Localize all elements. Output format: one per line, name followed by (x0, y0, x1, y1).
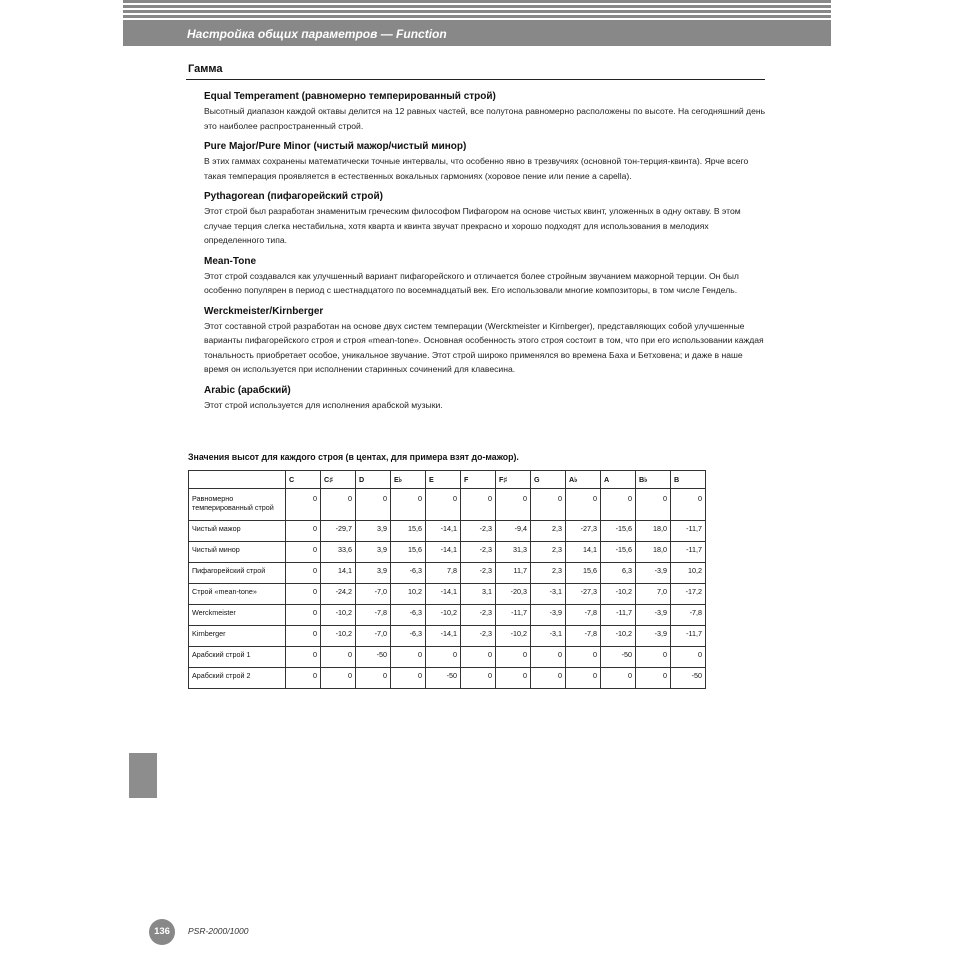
note-header-cell: B♭ (636, 471, 671, 489)
cents-value-cell: -3,9 (636, 605, 671, 626)
cents-value-cell: 0 (496, 668, 531, 689)
cents-value-cell: -10,2 (601, 584, 636, 605)
cents-value-cell: -14,1 (426, 542, 461, 563)
cents-value-cell: 0 (601, 489, 636, 521)
temperament-label-cell: Строй «mean-tone» (189, 584, 286, 605)
cents-value-cell: 0 (286, 584, 321, 605)
cents-value-cell: -7,8 (356, 605, 391, 626)
temperament-list (204, 90, 769, 419)
cents-value-cell: 2,3 (531, 521, 566, 542)
thumb-index-tab (129, 753, 157, 798)
note-header-cell: F (461, 471, 496, 489)
cents-value-cell: 0 (426, 489, 461, 521)
note-header-cell: B (671, 471, 706, 489)
cents-value-cell: -7,0 (356, 584, 391, 605)
cents-value-cell: 14,1 (321, 563, 356, 584)
temperament-label-cell: Пифагорейский строй (189, 563, 286, 584)
entry-text: Этот строй используется для исполнения арабской музыки. (204, 399, 443, 410)
cents-value-cell: -3,1 (531, 584, 566, 605)
table-corner-cell (189, 471, 286, 489)
cents-value-cell: 6,3 (601, 563, 636, 584)
cents-value-cell: -6,3 (391, 626, 426, 647)
cents-value-cell: -14,1 (426, 584, 461, 605)
temperament-label-cell: Арабский строй 2 (189, 668, 286, 689)
section-divider (186, 79, 765, 80)
cents-value-cell: 0 (531, 668, 566, 689)
cents-value-cell: 0 (391, 668, 426, 689)
table-row (189, 668, 706, 689)
cents-value-cell: -10,2 (321, 626, 356, 647)
note-header-cell: G (531, 471, 566, 489)
table-row (189, 521, 706, 542)
cents-value-cell: -6,3 (391, 605, 426, 626)
cents-value-cell: 0 (286, 668, 321, 689)
cents-value-cell: 0 (286, 626, 321, 647)
table-row (189, 584, 706, 605)
cents-value-cell: 0 (286, 542, 321, 563)
cents-value-cell: 11,7 (496, 563, 531, 584)
cents-value-cell: -2,3 (461, 563, 496, 584)
note-header-cell: D (356, 471, 391, 489)
entry-text: Этот строй был разработан знаменитым греческим философом Пифагором на основе чистых квинт, уложенных в одну октаву. В этом случае терция слегка нестабильна, хотя кварта и квинта звучат прекрасно и хорошо подходят для использования в мелодиях определенного типа. (204, 206, 741, 245)
cents-value-cell: -50 (426, 668, 461, 689)
cents-value-cell: -20,3 (496, 584, 531, 605)
cents-value-cell: 0 (671, 489, 706, 521)
note-header-cell: A (601, 471, 636, 489)
cents-value-cell: 0 (496, 647, 531, 668)
cents-value-cell: -7,8 (566, 605, 601, 626)
cents-value-cell: -10,2 (426, 605, 461, 626)
cents-value-cell: -9,4 (496, 521, 531, 542)
cents-value-cell: 0 (461, 489, 496, 521)
temperament-label-cell: Арабский строй 1 (189, 647, 286, 668)
cents-value-cell: -3,9 (636, 626, 671, 647)
temperament-label-cell: Werckmeister (189, 605, 286, 626)
cents-value-cell: 0 (461, 647, 496, 668)
cents-value-cell: -6,3 (391, 563, 426, 584)
cents-value-cell: 18,0 (636, 542, 671, 563)
entry-title: Pythagorean (пифагорейский строй) (204, 191, 383, 202)
cents-value-cell: 2,3 (531, 563, 566, 584)
cents-table (188, 470, 706, 689)
cents-value-cell: 0 (286, 489, 321, 521)
page-number: 136 (149, 919, 175, 945)
page-header (123, 0, 831, 46)
cents-value-cell: 0 (496, 489, 531, 521)
cents-value-cell: -3,9 (636, 563, 671, 584)
cents-value-cell: 0 (636, 489, 671, 521)
table-row (189, 626, 706, 647)
table-row (189, 563, 706, 584)
note-header-cell: A♭ (566, 471, 601, 489)
cents-value-cell: -2,3 (461, 626, 496, 647)
cents-value-cell: 3,9 (356, 563, 391, 584)
cents-value-cell: 2,3 (531, 542, 566, 563)
cents-value-cell: -7,8 (671, 605, 706, 626)
cents-value-cell: 0 (391, 489, 426, 521)
cents-value-cell: 7,8 (426, 563, 461, 584)
cents-value-cell: 0 (426, 647, 461, 668)
cents-value-cell: -14,1 (426, 626, 461, 647)
cents-value-cell: -2,3 (461, 542, 496, 563)
header-stripes (123, 0, 831, 22)
table-row (189, 647, 706, 668)
section-title: Гамма (188, 63, 223, 75)
cents-value-cell: 15,6 (391, 542, 426, 563)
cents-value-cell: 0 (636, 668, 671, 689)
cents-value-cell: -27,3 (566, 521, 601, 542)
cents-value-cell: 0 (321, 668, 356, 689)
entry-title: Werckmeister/Kirnberger (204, 305, 324, 317)
temperament-label-cell: Чистый минор (189, 542, 286, 563)
entry-title: Equal Temperament (равномерно темперированный строй) (204, 91, 496, 102)
cents-value-cell: 0 (286, 647, 321, 668)
note-header-cell: C♯ (321, 471, 356, 489)
cents-value-cell: 0 (356, 668, 391, 689)
entry-text: Этот составной строй разработан на основе двух систем темперации (Werckmeister и Kirnberger), представляющих собой улучшенные варианты пифагорейского строя и строя «mean-tone». Основная особенность этого строя состоит в том, что при его использовании каждая тональность приобретает особое, уникальное звучание. Этот строй широко применялся во времена Баха и Бетховена; и даже в наше время он используется при исполнении старинных сочинений для клавесина. (204, 320, 764, 374)
cents-value-cell: 3,1 (461, 584, 496, 605)
cents-value-cell: 14,1 (566, 542, 601, 563)
cents-value-cell: 7,0 (636, 584, 671, 605)
cents-value-cell: 0 (356, 489, 391, 521)
cents-value-cell: 0 (531, 647, 566, 668)
entry-title: Arabic (арабский) (204, 384, 291, 396)
cents-value-cell: -14,1 (426, 521, 461, 542)
cents-value-cell: -24,2 (321, 584, 356, 605)
cents-value-cell: 0 (566, 668, 601, 689)
temperament-label-cell: Равномерно темперированный строй (189, 489, 286, 521)
cents-value-cell: 0 (286, 521, 321, 542)
cents-value-cell: -10,2 (496, 626, 531, 647)
cents-value-cell: 0 (601, 668, 636, 689)
cents-value-cell: -11,7 (671, 542, 706, 563)
cents-value-cell: -50 (356, 647, 391, 668)
cents-value-cell: 33,6 (321, 542, 356, 563)
cents-value-cell: 10,2 (391, 584, 426, 605)
cents-value-cell: -15,6 (601, 542, 636, 563)
cents-value-cell: -11,7 (671, 626, 706, 647)
note-header-cell: F♯ (496, 471, 531, 489)
table-header-row (189, 471, 706, 489)
cents-value-cell: 3,9 (356, 542, 391, 563)
cents-value-cell: 0 (531, 489, 566, 521)
cents-value-cell: 0 (566, 489, 601, 521)
entry-title: Pure Major/Pure Minor (чистый мажор/чистый минор) (204, 141, 467, 152)
temperament-label-cell: Kirnberger (189, 626, 286, 647)
cents-value-cell: 10,2 (671, 563, 706, 584)
cents-value-cell: -7,8 (566, 626, 601, 647)
note-header-cell: E (426, 471, 461, 489)
cents-value-cell: -7,0 (356, 626, 391, 647)
model-name: PSR-2000/1000 (188, 926, 249, 936)
entry-text: Этот строй создавался как улучшенный вариант пифагорейского и отличается более стройным звучанием мажорной терции. Он был особенно популярен в период с шестнадцатого по восемнадцатый век. Его использовали многие композиторы, в том числе Гендель. (204, 270, 739, 295)
cents-value-cell: -15,6 (601, 521, 636, 542)
table-caption: Значения высот для каждого строя (в центах, для примера взят до-мажор). (188, 452, 519, 462)
cents-value-cell: 15,6 (391, 521, 426, 542)
cents-value-cell: -11,7 (496, 605, 531, 626)
entry-equal-temperament (204, 90, 769, 133)
cents-value-cell: -3,9 (531, 605, 566, 626)
entry-pythagorean (204, 190, 769, 248)
cents-value-cell: -11,7 (671, 521, 706, 542)
cents-value-cell: 0 (461, 668, 496, 689)
temperament-label-cell: Чистый мажор (189, 521, 286, 542)
entry-pure-major-minor (204, 140, 769, 183)
cents-value-cell: 0 (391, 647, 426, 668)
entry-text: В этих гаммах сохранены математически точные интервалы, что особенно явно в трезвучиях (основной тон-терция-квинта). Ярче всего такая темперация проявляется в естественных вокальных гармониях (хоровое пение или пение a capella). (204, 156, 749, 181)
cents-value-cell: 0 (321, 647, 356, 668)
cents-value-cell: 0 (566, 647, 601, 668)
cents-value-cell: -2,3 (461, 605, 496, 626)
cents-value-cell: 0 (636, 647, 671, 668)
table-row (189, 605, 706, 626)
note-header-cell: E♭ (391, 471, 426, 489)
cents-value-cell: -10,2 (321, 605, 356, 626)
note-header-cell: C (286, 471, 321, 489)
cents-value-cell: 0 (286, 563, 321, 584)
cents-value-cell: -29,7 (321, 521, 356, 542)
entry-arabic (204, 384, 769, 413)
cents-value-cell: -11,7 (601, 605, 636, 626)
cents-value-cell: 3,9 (356, 521, 391, 542)
table-row (189, 542, 706, 563)
table-row (189, 489, 706, 521)
cents-value-cell: 31,3 (496, 542, 531, 563)
header-title: Настройка общих параметров — Function (187, 27, 447, 41)
cents-value-cell: -3,1 (531, 626, 566, 647)
cents-value-cell: 0 (321, 489, 356, 521)
cents-value-cell: -50 (601, 647, 636, 668)
cents-value-cell: 15,6 (566, 563, 601, 584)
cents-value-cell: 18,0 (636, 521, 671, 542)
cents-value-cell: 0 (286, 605, 321, 626)
cents-value-cell: 0 (671, 647, 706, 668)
cents-value-cell: -2,3 (461, 521, 496, 542)
cents-value-cell: -10,2 (601, 626, 636, 647)
entry-text: Высотный диапазон каждой октавы делится на 12 равных частей, все полутона равномерно расположены по высоте. На сегодняшний день это наиболее распространенный строй. (204, 106, 766, 131)
cents-value-cell: -50 (671, 668, 706, 689)
entry-mean-tone (204, 255, 769, 298)
entry-werckmeister-kirnberger (204, 305, 769, 377)
cents-value-cell: -17,2 (671, 584, 706, 605)
entry-title: Mean-Tone (204, 255, 257, 267)
cents-value-cell: -27,3 (566, 584, 601, 605)
